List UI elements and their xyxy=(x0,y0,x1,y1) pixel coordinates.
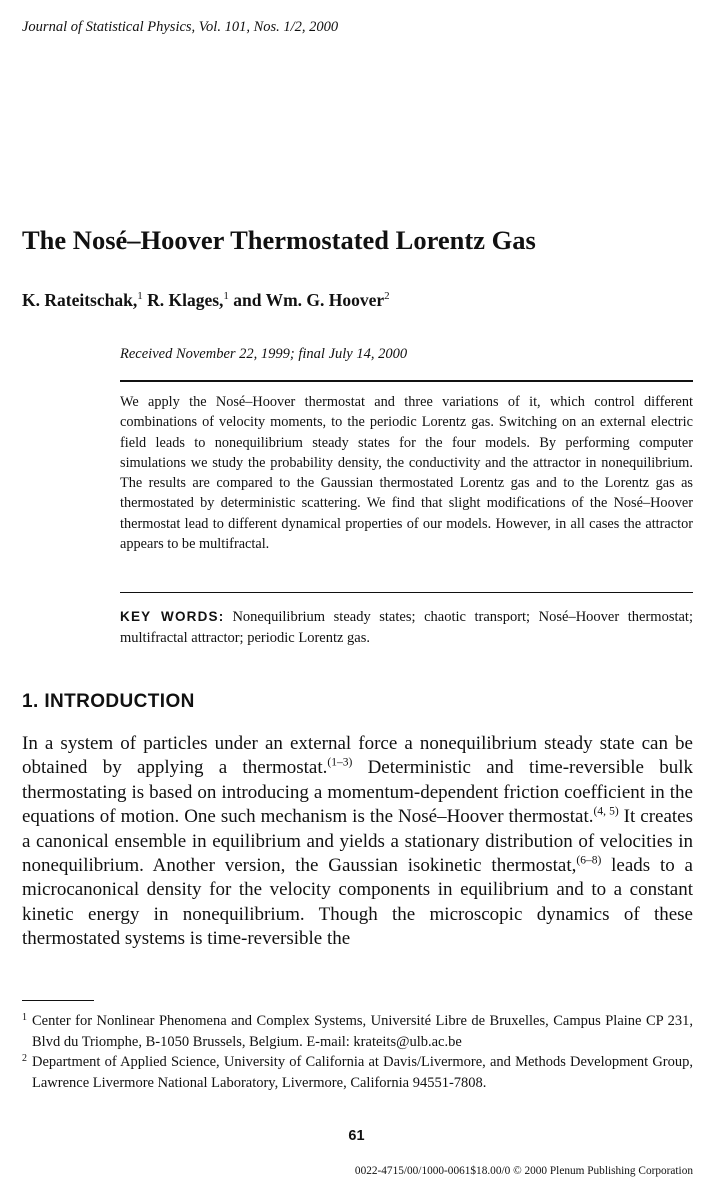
footnote-mark: 2 xyxy=(22,1053,27,1064)
intro-text: It creates a canonical ensemble in equilibrium and yields a stationary distribution of velocities in nonequilibrium. Another version, the Gaussian isokinetic thermostat, xyxy=(22,806,693,877)
received-dates: Received November 22, 1999; final July 14, 2000 xyxy=(120,346,408,362)
footnote-text: Department of Applied Science, University of California at Davis/Livermore, and Methods Development Group, Lawrence Livermore National Laboratory, Livermore, California 94551-7808. xyxy=(32,1054,693,1091)
citation: (6–8) xyxy=(576,854,602,867)
abstract: We apply the Nosé–Hoover thermostat and three variations of it, which control different combinations of velocity moments, to the periodic Lorentz gas. Switching on an external electric field leads to nonequilibrium steady states for the four models. By performing computer simulations we study the probability density, the conductivity and the attractor in nonequilibrium. The results are compared to the Gaussian thermostated Lorentz gas and to the Lorentz gas as thermostated by deterministic scattering. We find that slight modifications of the Nosé–Hoover thermostat lead to different dynamical properties of our models. However, in all cases the attractor appears to be multifractal. xyxy=(120,394,693,553)
author-connector: and xyxy=(233,290,262,310)
page-number: 61 xyxy=(348,1128,365,1144)
journal-header: Journal of Statistical Physics, Vol. 101, Nos. 1/2, 2000 xyxy=(22,19,339,35)
author-name: K. Rateitschak, xyxy=(22,290,138,310)
affiliation-mark: 1 xyxy=(223,290,229,303)
affiliation-mark: 2 xyxy=(384,290,390,303)
footnote xyxy=(22,1052,693,1093)
affiliation-mark: 1 xyxy=(137,290,143,303)
footnote-rule xyxy=(22,1000,94,1001)
keywords-label: KEY WORDS: xyxy=(120,609,225,624)
keywords-text: Nonequilibrium steady states; chaotic transport; Nosé–Hoover thermostat; multifractal attractor; periodic Lorentz gas. xyxy=(120,609,693,646)
citation: (4, 5) xyxy=(593,805,619,818)
keywords xyxy=(120,606,693,649)
footnotes xyxy=(22,1011,693,1093)
intro-text: leads to a microcanonical density for the velocity components in equilibrium and to a constant kinetic energy in nonequilibrium. Though the microscopic dynamics of these thermostated systems is time-reversible the xyxy=(22,855,693,950)
intro-text: Deterministic and time-reversible bulk thermostating is based on introducing a momentum-dependent friction coefficient in the equations of motion. One such mechanism is the Nosé–Hoover thermostat. xyxy=(22,757,693,828)
footnote xyxy=(22,1011,693,1052)
author-name: Wm. G. Hoover xyxy=(265,290,385,310)
footnote-text: Center for Nonlinear Phenomena and Complex Systems, Université Libre de Bruxelles, Campus Plaine CP 231, Blvd du Triomphe, B-1050 Brussels, Belgium. E-mail: krateits@ulb.ac.be xyxy=(32,1013,693,1050)
author-list xyxy=(22,290,390,311)
intro-text: In a system of particles under an external force a nonequilibrium steady state can be obtained by applying a thermostat. xyxy=(22,733,693,779)
abstract-bottom-rule xyxy=(120,592,693,593)
paper-title: The Nosé–Hoover Thermostated Lorentz Gas xyxy=(22,225,536,255)
introduction-paragraph xyxy=(22,732,693,952)
footnote-mark: 1 xyxy=(22,1012,27,1023)
copyright-line: 0022-4715/00/1000-0061$18.00/0 © 2000 Plenum Publishing Corporation xyxy=(354,1165,693,1177)
citation: (1–3) xyxy=(327,757,353,770)
author-name: R. Klages, xyxy=(147,290,224,310)
section-heading: 1. INTRODUCTION xyxy=(22,691,195,712)
abstract-top-rule xyxy=(120,380,693,382)
